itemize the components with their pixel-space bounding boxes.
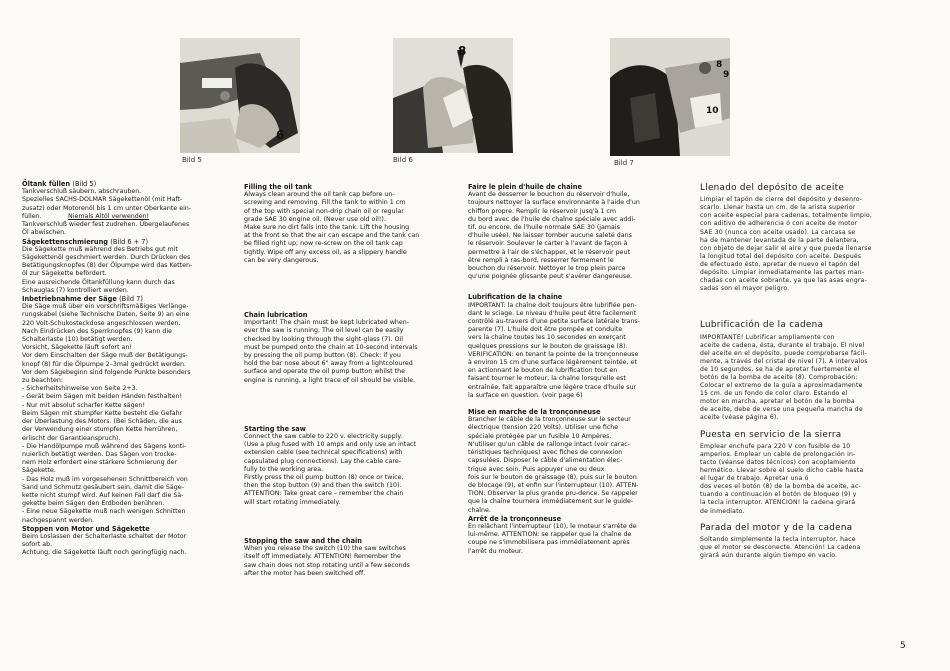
bild-7-callout-9: 9 <box>723 70 730 80</box>
german-s1-title: Öltank füllen <box>22 180 71 188</box>
english-s2-body: Important! The chain must be kept lubricated when- ever the saw is running. The oil level can be easily checked by looking through the sight-glass (7). Oil must be pumped onto the chain at 10-second intervals by pressing the oil pump button (8). Check: if you hold the bar nose about 6" away from a lightcoloured surface and operate the oil pump button whilst the engine is running, a light trace of oil should be visible. <box>244 319 418 384</box>
german-s1-body2: Tankverschluß wieder fest zudrehen. Übergelaufenes Öl abwischen. <box>22 221 190 237</box>
french-s4-body: En relâchant l'interrupteur (10), le moteur s'arrête de lui-même. ATTENTION: se rappeler que la chaîne de coupe ne s'immobilisera pas immédiatement après l'arrêt du moteur. <box>468 522 637 555</box>
german-s3-heading <box>22 295 232 303</box>
spanish-column <box>700 184 920 560</box>
german-s1-ref: (Bild 5) <box>72 180 97 188</box>
french-s1-title: Faire le plein d'huile de chaîne <box>468 183 582 191</box>
french-s3-body: Brancher le câble de la tronçonneuse sur le secteur électrique (tension 220 Volts). Utiliser une fiche spéciale protégée par un fusible 10 Ampères. N'utiliser qu'un câble de rallonge intact (voir carac- téristiques techniques) avec fiches de connexion capsulées. Disposer le câble d'alimentation élec- trique avec soin. Puis appuyer une ou deux fois sur le bouton de graissage (8), puis sur le bouton de blocage (9), et enfin sur l'interrupteur (10). ATTEN- TION: Observer la plus grande pru-dence. Se rappeler que la chaîne tournera immédiatement sur le guide- chaîne. <box>468 416 639 514</box>
french-s1-body: Avant de desserrer le bouchon du réservoir d'huile, toujours nettoyer la surface environnante à l'aide d'un chiffon propre. Remplir le réservoir jusq'à 1 cm du bord avec de l'huile de chaîne spéciale avec addi- tif, ou encore, de l'huile normale SAE 30 (jamais d'huile usée). Ne laisser tomber aucune saleté dans le réservoir. Soulever le carter à l'avant de façon à permettre à l'air de s'échapper, et le réservoir peut être rempli à ras-bord, resserrer fermement le bouchon du réservoir. Nettoyer le trop plein parce qu'une poignée glissante peut s'avérer dangereuse. <box>468 191 640 281</box>
german-s1-heading <box>22 180 232 188</box>
bild-7-callout-10: 10 <box>706 106 719 116</box>
english-s3-body: Connect the saw cable to 220 v. electricity supply. (Use a plug fused with 10 amps and only use an intact extension cable (see technical specifications) with capsulated plug connections). Lay the cable care- fully to the working area. Firstly press the oil pump button (8) once or twice, then the stop button (9) and then the switch (10). ATTENTION: Take great care – remember the chain will start rotating immediately. <box>244 433 416 506</box>
english-s1-body: Always clean around the oil tank cap before un- screwing and removing. Fill the tank to within 1 cm of the top with special non-drip chain oil or regular grade SAE 30 engine oil. (Never use old oil!). Make sure no dirt falls into the tank. Lift the housing at the front so that the air can escape and the tank can be filled right up; now re-screw on the oil tank cap tightly. Wipe off any excess oil, as a slippery handle can be very dangerous. <box>244 191 420 264</box>
spanish-s4-body: Soltando simplemente la tecla interruptor, hace que el motor se desconecte. Atención! La cadena girará aún durante algún tiempo en vacío. <box>700 535 861 559</box>
german-s2-ref: (Bild 6 + 7) <box>110 237 149 246</box>
english-s4-title: Stopping the saw and the chain <box>244 536 362 545</box>
spanish-s3-title: Puesta en servicio de la sierra <box>700 429 842 440</box>
french-s3-title: Mise en marche de la tronçonneuse <box>468 408 601 417</box>
english-s1-title: Filling the oil tank <box>244 183 312 191</box>
spanish-s4-title: Parada del motor y de la cadena <box>700 522 853 533</box>
german-s3-body: Die Säge muß über ein vorschriftsmäßiges Verlänge- rungskabel (siehe Technische Daten, Seite 9) an eine 220 Volt-Schukosteckdose angeschlossen werden. Nach Eindrücken des Sperrknopfes (9) kann die Schalterlaste (10) betätigt werden. Vorsicht, Sägekette läuft sofort an! Vor dem Einschalten der Säge muß der Betätigungs- knopf (8) für die Ölpumpe 2–3mal gedrückt werden. Vor dem Sägebeginn sind folgende Punkte besonders zu beachten: - Sicherheitshinweise von Seite 2+3. - Gerät beim Sägen mit beiden Händen festhalten! - Nur mit absolut scharfer Kette sägen! Beim Sägen mit stumpfer Kette besteht die Gefahr der Überlastung des Motors. (Bei Schäden, die aus der Verwendung einer stumpfen Kette herrühren, erlischt der Garantieanspruch). - Die Handölpumpe muß während des Sägens konti- nuierlich betätigt werden. Das Sägen von trocke- nem Holz erfordert eine stärkere Schmierung der Sägekette. - Das Holz muß im vorgesehenen Schnittbereich von Sand und Schmutz gesäubert sein, damit die Säge- kette nicht stumpf wird. Auf keinen Fall darf die Sä- gekette beim Sägen den Erdboden berühren. - Eine neue Sägekette muß nach wenigen Schnitten nachgespannt werden. <box>22 303 191 524</box>
german-s3-ref: (Bild 7) <box>119 295 143 304</box>
french-column <box>468 183 678 556</box>
bild-5-caption: Bild 5 <box>182 156 202 164</box>
bild-5-callout-6: 6 <box>276 128 285 142</box>
bild-7-callout-8: 8 <box>716 60 723 70</box>
figure-bild-5 <box>180 38 300 153</box>
german-s4-title: Stoppen von Motor und Sägekette <box>22 524 150 533</box>
spanish-s2-body: IMPORTANTE! Lubrificar ampliamente con aceite de cadena, ésta, durante el trabajo. El nivel del aceite en el depósito, puede comprobarse fácil- mente, a través del cristal de nivel (7). A intervalos de 10 segundos, se ha de apretar fuertemente el botón de la bomba de aceite (8). Comprobación: Colocar el extremo de la guía a aproximadamente 15 cm. de un fondo de color claro. Estando el motor en marcha, apretar el botón de la bomba de aceite, debe de verse una pequeña mancha de aceite (véase página 6). <box>700 333 868 422</box>
english-s4-body: When you release the switch (10) the saw switches itself off immediately. ATTENTION! Remember the saw chain does not stop rotating until a few seconds after the motor has been switched off. <box>244 545 410 577</box>
spanish-s1-title: Llenado del depósito de aceite <box>700 183 845 193</box>
spanish-s2-title: Lubrificación de la cadena <box>700 320 824 331</box>
bild-6-caption: Bild 6 <box>393 156 413 164</box>
page-number: 5 <box>900 641 906 651</box>
german-s2-body: Die Sägekette muß während des Betriebs gut mit Sägekettenöl geschmiert werden. Durch Drücken des Betätigungsknopfes (8) der Ölpumpe wird das Ketten- öl zur Sägekette befördert. Eine ausreichende Öltankfüllung kann durch das Schauglas (7) kontrolliert werden. <box>22 245 193 294</box>
french-s4-title: Arrêt de la tronçonneuse <box>468 514 562 523</box>
german-s1-body: Tankverschluß säubern, abschrauben. Spezielles SACHS-DOLMAR Sägekettenöl (mit Haft- zusatz) oder Motorenöl bis 1 cm unter Oberkante ein- füllen. <box>22 188 192 220</box>
bild-7-caption: Bild 7 <box>614 159 634 167</box>
german-s2-title: Sägekettenschmierung <box>22 237 109 246</box>
german-s2-heading <box>22 238 232 246</box>
english-s2-title: Chain lubrication <box>244 311 308 320</box>
spanish-s1-body: Limpiar el tapón de cierre del depósito y desenro- scarlo. Llenar hasta un cm. de la arista superior con aceite especial para cadenas, totalmente limpio, con aditivo de adherencia ó con aceite de motor SAE 30 (nunca con aceite usado). La carcasa se ha de mantener levantada de la parte delantera, con objeto de dejar salir el aire y que pueda llenarse la longitud total del depósito con aceite. Después de efectuado ésto, apretar de nuevo el tapón del depósito. Limpiar inmediatamente las partes man- chadas con aceite sobrante, ya que las asas engra- sadas son el mayor peligro. <box>700 196 873 293</box>
german-s4-body: Beim Loslassen der Schalterlaste schaltet der Motor sofort ab. Achtung, die Sägekette läuft noch geringfügig nach. <box>22 532 187 557</box>
french-s2-title: Lubrification de la chaîne <box>468 293 563 302</box>
figure-bild-7 <box>610 38 730 156</box>
french-s2-body: IMPORTANT: la chaîne doit toujours être lubrifiée pen- dant le sciage. Le niveau d'huile peut être facilement contrôlé au-travers d'une petite surface latérale trans- parente (7). L'huile doit être pompée et conduite vers la chaîne toutes les 10 secondes en exerçant quelques pressions sur le bouton de graissage (8). VERIFICATION: en tenant la pointe de la tronçonneuse à environ 15 cm d'une surface légèrement teintée, et en actionnant le bouton de lubrification tout en faisant tourner le moteur, la chaîne lorsqu'elle est entraînée, fait apparaître une légère trace d'huile sur la surface en question. (voir page 6) <box>468 301 640 399</box>
spanish-s3-body: Emplear enchufe para 220 V con fusible de 10 amperios. Emplear un cable de prolongación in- tacto (véanse datos técnicos) con acoplamiento hermético. Llevar sobre el suelo dicho cable hasta el lugar de trabajo. Apretar una ó dos veces el botón (8) de la bomba de aceite, ac- tuando a continuación el botón de bloqueo (9) y la tecla interruptor. ATENCION! la cadena girará de inmediato. <box>700 442 864 515</box>
bild-6-illustration <box>393 38 513 153</box>
bild-6-callout-8: 8 <box>458 44 467 58</box>
english-s3-title: Starting the saw <box>244 424 306 433</box>
german-s1-warning: Niemals Altöl verwenden! <box>68 213 150 221</box>
german-s3-title: Inbetriebnahme der Säge <box>22 295 117 304</box>
bild-7-illustration <box>610 38 730 156</box>
english-column <box>244 183 454 578</box>
figure-bild-6 <box>393 38 513 153</box>
german-column <box>22 180 232 558</box>
